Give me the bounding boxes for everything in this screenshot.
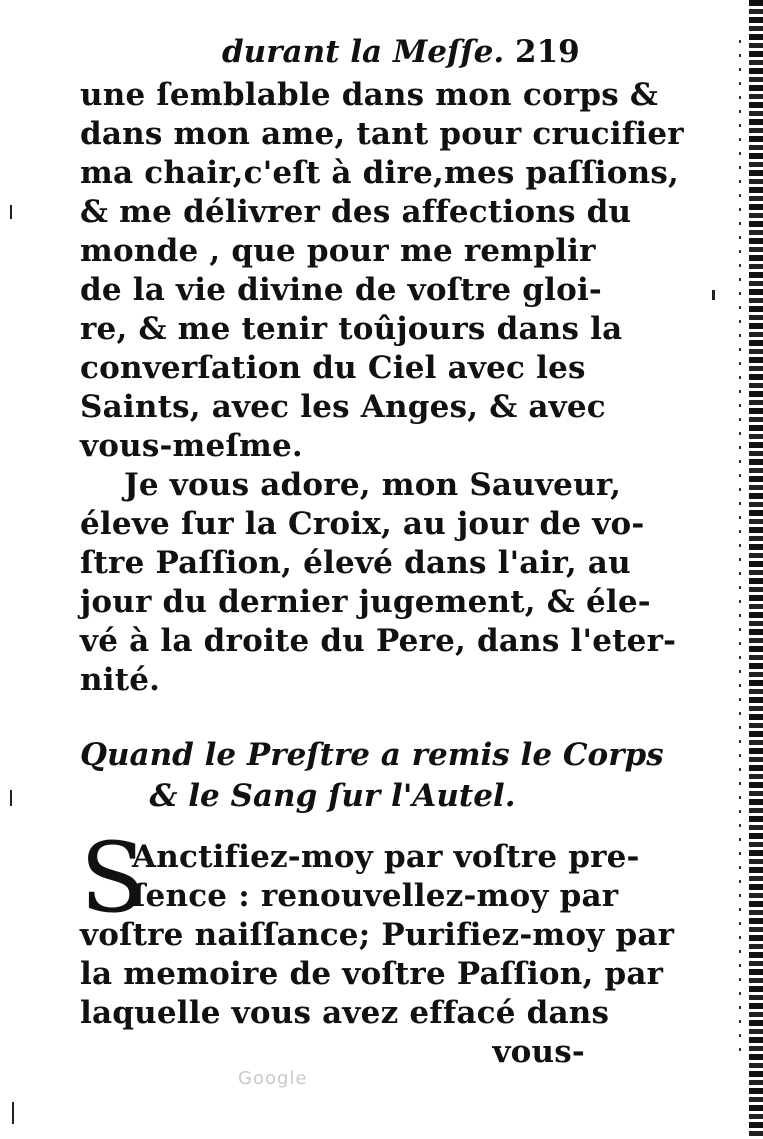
drop-cap: S bbox=[80, 822, 146, 934]
page-edge-shadow bbox=[739, 40, 741, 1060]
text-line: éleve ſur la Croix, au jour de vo- bbox=[80, 506, 645, 542]
margin-mark bbox=[712, 290, 715, 300]
text-line: laquelle vous avez effacé dans bbox=[80, 995, 610, 1031]
page-header bbox=[210, 28, 590, 78]
text-line: converſation du Ciel avec les bbox=[80, 350, 586, 386]
margin-mark bbox=[12, 1102, 14, 1124]
body-text bbox=[80, 76, 684, 700]
text-line: ſence : renouvellez-moy par bbox=[132, 878, 619, 914]
text-line: re, & me tenir toûjours dans la bbox=[80, 311, 623, 347]
text-line: une ſemblable dans mon corps & bbox=[80, 77, 659, 113]
page-edge bbox=[749, 0, 763, 1139]
text-line: voſtre naiſſance; Purifiez-moy par bbox=[80, 917, 675, 953]
text-line: monde , que pour me remplir bbox=[80, 233, 596, 269]
text-line: Je vous adore, mon Sauveur, bbox=[124, 467, 622, 503]
running-head: durant la Meſſe. bbox=[222, 34, 505, 70]
text-line: dans mon ame, tant pour crucifier bbox=[80, 116, 684, 152]
text-line: & me délivrer des affections du bbox=[80, 194, 632, 230]
digitizer-watermark: Google bbox=[238, 1068, 308, 1089]
text-line: ſtre Paſſion, élevé dans l'air, au bbox=[80, 545, 631, 581]
catchword: vous- bbox=[492, 1034, 585, 1070]
text-line: vé à la droite du Pere, dans l'eter- bbox=[80, 623, 677, 659]
section-heading bbox=[80, 735, 664, 817]
text-line: nité. bbox=[80, 662, 161, 698]
text-line: de la vie divine de voſtre gloi- bbox=[80, 272, 603, 308]
heading-line: & le Sang ſur l'Autel. bbox=[149, 778, 516, 814]
page-number: 219 bbox=[515, 34, 580, 70]
text-line: Saints, avec les Anges, & avec bbox=[80, 389, 606, 425]
margin-mark bbox=[10, 790, 12, 806]
text-line: vous-meſme. bbox=[80, 428, 303, 464]
text-line: jour du dernier jugement, & éle- bbox=[80, 584, 651, 620]
text-line: la memoire de voſtre Paſſion, par bbox=[80, 956, 664, 992]
prayer-paragraph bbox=[80, 822, 675, 1072]
heading-line: Quand le Preſtre a remis le Corps bbox=[80, 737, 664, 773]
text-line: Anctifiez-moy par voſtre pre- bbox=[132, 839, 640, 875]
text-line: ma chair,c'eſt à dire,mes paſſions, bbox=[80, 155, 679, 191]
margin-mark bbox=[10, 205, 12, 219]
